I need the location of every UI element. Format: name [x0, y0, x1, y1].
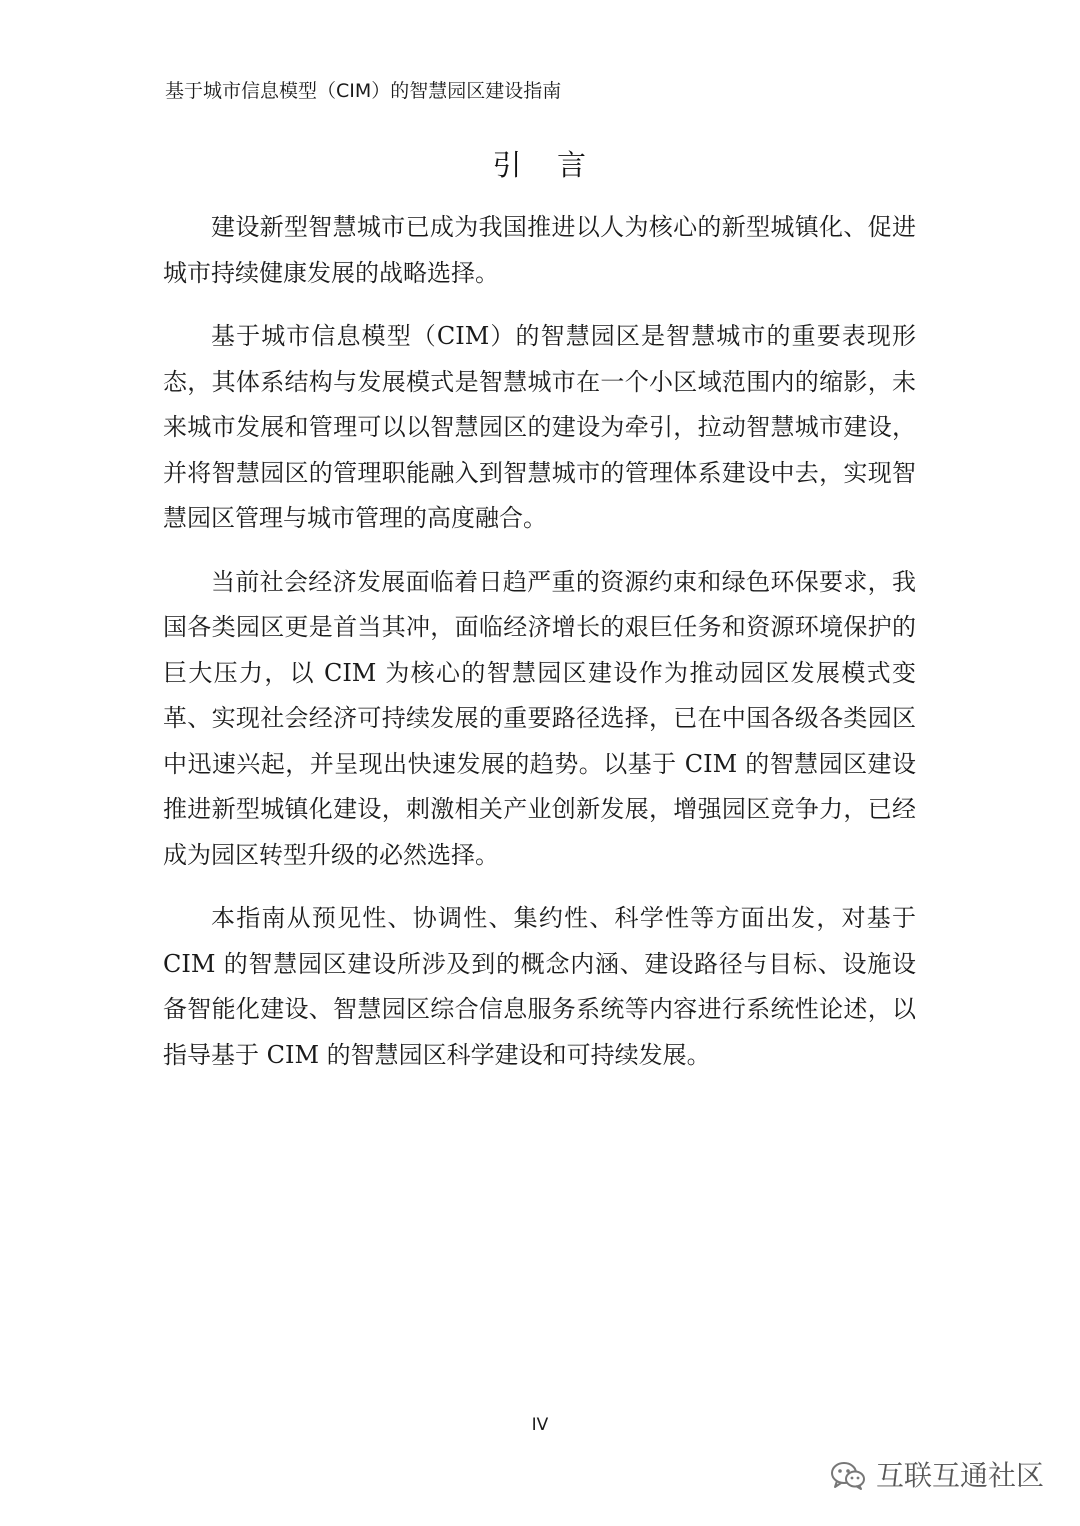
watermark-text: 互联互通社区 [875, 1459, 1044, 1492]
paragraph: 基于城市信息模型（CIM）的智慧园区是智慧城市的重要表现形态，其体系结构与发展模式是智慧城市在一个小区域范围内的缩影，未来城市发展和管理可以以智慧园区的建设为牵引，拉动智慧城市建设，并将智慧园区的管理职能融入到智慧城市的管理体系建设中去，实现智慧园区管理与城市管理的高度融合。 [163, 322, 916, 532]
running-header: 基于城市信息模型（CIM）的智慧园区建设指南 [165, 80, 562, 102]
paragraph: 本指南从预见性、协调性、集约性、科学性等方面出发，对基于 CIM 的智慧园区建设所涉及到的概念内涵、建设路径与目标、设施设备智能化建设、智慧园区综合信息服务系统等内容进行系统性论述，以指导基于 CIM 的智慧园区科学建设和可持续发展。 [163, 904, 916, 1069]
paragraph: 建设新型智慧城市已成为我国推进以人为核心的新型城镇化、促进城市持续健康发展的战略选择。 [163, 213, 916, 287]
paragraph: 当前社会经济发展面临着日趋严重的资源约束和绿色环保要求，我国各类园区更是首当其冲，面临经济增长的艰巨任务和资源环境保护的巨大压力，以 CIM 为核心的智慧园区建设作为推动园区发展模式变革、实现社会经济可持续发展的重要路径选择，已在中国各级各类园区中迅速兴起，并呈现出快速发展的趋势。以基于 CIM 的智慧园区建设推进新型城镇化建设，刺激相关产业创新发展，增强园区竞争力，已经成为园区转型升级的必然选择。 [163, 567, 916, 869]
page-number: IV [531, 1415, 549, 1435]
section-title-char-1: 引 [492, 148, 523, 182]
section-title-char-2: 言 [557, 148, 588, 182]
section-title [0, 145, 1080, 185]
watermark [830, 1458, 1044, 1494]
wechat-icon [830, 1461, 866, 1491]
body-text [163, 205, 916, 1096]
